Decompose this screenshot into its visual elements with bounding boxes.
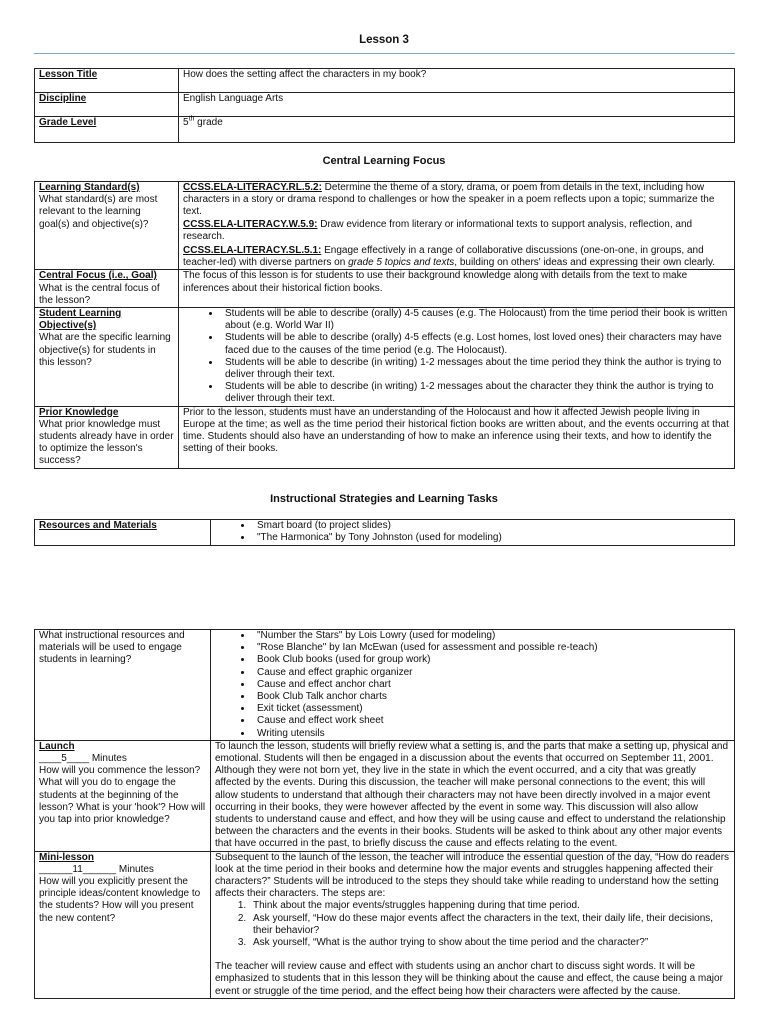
launch-content: To launch the lesson, students will briefly review what a setting is, and the parts that make a setting up, physical and emotional. Students will then be engaged in a discussion about the events that occurred on September 11, 2001. Although they were not born yet, they live in the state in which the event occurred, and a city that was greatly affected by the events. During this discussion, the teacher will make personal connections to the event; this will allow students to understand that although their characters may not have been directly involved in a major event occurring in their books, they were however affected by the event in some way. This discussion will also allow students to understand cause and effect, and how they will be using cause and effect to understand the relationship between the characters and the events in their books. Students will be asked to think about any other major events that have occurred in the past, to briefly discuss the cause and effects relating to the event.: [211, 740, 735, 851]
list-item: • Cause and effect work sheet: [253, 715, 730, 727]
standard-text: Determine the theme of a story, drama, or poem from details in the text, including how characters in a story or drama respond to challenges or how the speaker in a poem reflects upon a topic; summarize the text.: [183, 182, 715, 218]
list-item: • Book Club Talk anchor charts: [253, 691, 730, 703]
grade-suffix: th: [188, 115, 195, 123]
standard-text-emphasis: grade 5 topics and texts: [348, 257, 455, 269]
table-row: [35, 69, 735, 93]
lesson-title-value: How does the setting affect the characters in my book?: [179, 69, 735, 93]
standard-code: CCSS.ELA-LITERACY.RL.5.2:: [183, 182, 322, 193]
focus-question: What is the central focus of the lesson?: [39, 282, 160, 306]
launch-minutes-blank: ____5____: [39, 753, 90, 765]
prior-label: Prior Knowledge: [39, 406, 119, 418]
resources-list-continued: [215, 630, 730, 740]
resources-question-cell: What instructional resources and materials will be used to engage students in learning?: [35, 630, 211, 741]
standards-content: [179, 182, 735, 270]
lesson-info-table: [34, 68, 735, 143]
table-row: [35, 117, 735, 143]
central-focus-table: [34, 181, 735, 469]
list-item: 3. Ask yourself, “What is the author trying to show about the time period and the character?”: [249, 937, 730, 949]
mini-lesson-minutes-word: Minutes: [116, 863, 154, 875]
mini-lesson-steps: [215, 900, 730, 949]
list-item: • Exit ticket (assessment): [253, 703, 730, 715]
grade-word: grade: [194, 117, 223, 128]
list-item: • Students will be able to describe (in writing) 1-2 messages about the time period they think the author is trying to deliver through their text.: [221, 357, 730, 381]
standard-item: [183, 182, 730, 219]
resources-content: [211, 520, 735, 546]
list-item: • Students will be able to describe (orally) 4-5 effects (e.g. Lost homes, lost loved ones) their characters may have faced due to the causes of the time period (e.g. The Holocaust).: [221, 332, 730, 356]
list-item: • "The Harmonica" by Tony Johnston (used for modeling): [253, 532, 730, 544]
objectives-label-cell: [35, 308, 179, 407]
list-item: • Book Club books (used for group work): [253, 654, 730, 666]
focus-label-cell: [35, 270, 179, 308]
paragraph-gap: [215, 949, 730, 961]
list-item: 2. Ask yourself, “How do these major events affect the characters in the text, their daily life, their decisions, their behavior?: [249, 913, 730, 937]
table-row: [35, 520, 735, 546]
list-item: • Cause and effect graphic organizer: [253, 667, 730, 679]
standard-item: [183, 245, 730, 269]
table-row: [35, 182, 735, 270]
resources-label: Resources and Materials: [39, 520, 157, 531]
instructional-table: [34, 629, 735, 999]
list-item: • Students will be able to describe (in writing) 1-2 messages about the character they think the author is trying to deliver through their text.: [221, 381, 730, 405]
prior-content: Prior to the lesson, students must have an understanding of the Holocaust and how it affected Jewish people living in Europe at the time; as well as the time period their historical fiction books are written about, and the events occurring at that time. Students should also have an understanding of how to make an inference using their texts, and how to identify the setting of their books.: [179, 406, 735, 468]
resources-label-cell: [35, 520, 211, 546]
standard-item: [183, 219, 730, 243]
standard-text: Engage effectively in a range of collaborative discussions (one-on-one, in groups, and teacher-led) with diverse partners on: [183, 245, 704, 269]
resources-list: [215, 520, 730, 544]
focus-label: Central Focus (i.e., Goal): [39, 270, 157, 282]
grade-level-label: Grade Level: [39, 117, 97, 128]
info-label: [35, 117, 179, 143]
mini-lesson-question: How will you explicitly present the principle ideas/content knowledge to the students? How will you present the new content?: [39, 876, 201, 924]
table-row: [35, 93, 735, 117]
standards-label: Learning Standard(s): [39, 182, 140, 193]
mini-lesson-minutes-blank: ______11______: [39, 863, 117, 875]
list-item: • Smart board (to project slides): [253, 520, 730, 532]
section-heading-central: Central Learning Focus: [322, 155, 446, 167]
standards-label-cell: [35, 182, 179, 270]
discipline-label: Discipline: [39, 93, 87, 104]
discipline-value: English Language Arts: [179, 93, 735, 117]
list-item: • Cause and effect anchor chart: [253, 679, 730, 691]
lesson-title: Lesson 3: [359, 34, 409, 46]
resources-table: [34, 519, 735, 546]
table-row: [35, 406, 735, 468]
objectives-content: [179, 308, 735, 407]
list-item: • Writing utensils: [253, 728, 730, 740]
standards-question: What standard(s) are most relevant to the learning goal(s) and objective(s)?: [39, 194, 158, 230]
standard-code: CCSS.ELA-LITERACY.W.5.9:: [183, 218, 318, 230]
list-item: • "Number the Stars" by Lois Lowry (used for modeling): [253, 630, 730, 642]
prior-question: What prior knowledge must students already have in order to optimize the lesson's success?: [39, 418, 174, 467]
prior-label-cell: [35, 406, 179, 468]
section-heading-instructional: Instructional Strategies and Learning Tasks: [270, 493, 498, 505]
table-row: [35, 851, 735, 998]
list-item: • "Rose Blanche" by Ian McEwan (used for assessment and possible re-teach): [253, 642, 730, 654]
mini-lesson-label-cell: [35, 851, 211, 998]
launch-label-cell: [35, 740, 211, 851]
standard-text: , building on others' ideas and expressing their own clearly.: [454, 257, 716, 269]
launch-minutes-word: Minutes: [89, 753, 127, 765]
resources-content-continued: [211, 630, 735, 741]
table-row: [35, 270, 735, 308]
mini-lesson-intro: Subsequent to the launch of the lesson, the teacher will introduce the essential question of the day, “How do readers look at the time period in their books and determine how the major events and struggles happening affected their characters?” Students will be introduced to the steps they should take while reading to understand how the setting affects their characters. The steps are:: [215, 851, 730, 900]
mini-lesson-closing: The teacher will review cause and effect with students using an anchor chart to discuss sight words. It will be emphasized to students that in this lesson they will be thinking about the cause and effect, the cause being a major event or struggle of the time period, and the effect being how their characters were affected by the cause.: [215, 961, 723, 997]
launch-question: How will you commence the lesson? What will you do to engage the students at the beginning of the lesson? What is your 'hook'? How will you tap into prior knowledge?: [39, 765, 206, 826]
grade-number: 5: [183, 117, 189, 128]
list-item: 1. Think about the major events/struggles happening during that time period.: [249, 900, 730, 912]
table-row: [35, 308, 735, 407]
header-rule: [34, 53, 735, 54]
info-label: [35, 69, 179, 93]
table-row: [35, 740, 735, 851]
standard-code: CCSS.ELA-LITERACY.SL.5.1:: [183, 245, 322, 257]
grade-level-value: [179, 117, 735, 143]
info-label: [35, 93, 179, 117]
mini-lesson-content: [211, 851, 735, 998]
launch-label: Launch: [39, 740, 75, 752]
standard-text: Draw evidence from literary or informational texts to support analysis, reflection, and research.: [183, 218, 693, 242]
table-row: [35, 630, 735, 741]
objectives-question: What are the specific learning objective(s) for students in this lesson?: [39, 332, 171, 368]
focus-content: The focus of this lesson is for students to use their background knowledge along with details from the text to make inferences about their historical fiction books.: [179, 270, 735, 308]
objectives-label: Student Learning Objective(s): [39, 308, 122, 332]
mini-lesson-label: Mini-lesson: [39, 851, 95, 863]
objectives-list: [183, 308, 730, 406]
lesson-title-label: Lesson Title: [39, 69, 98, 80]
list-item: • Students will be able to describe (orally) 4-5 causes (e.g. The Holocaust) from the time period their book is written about (e.g. World War II): [221, 308, 730, 332]
